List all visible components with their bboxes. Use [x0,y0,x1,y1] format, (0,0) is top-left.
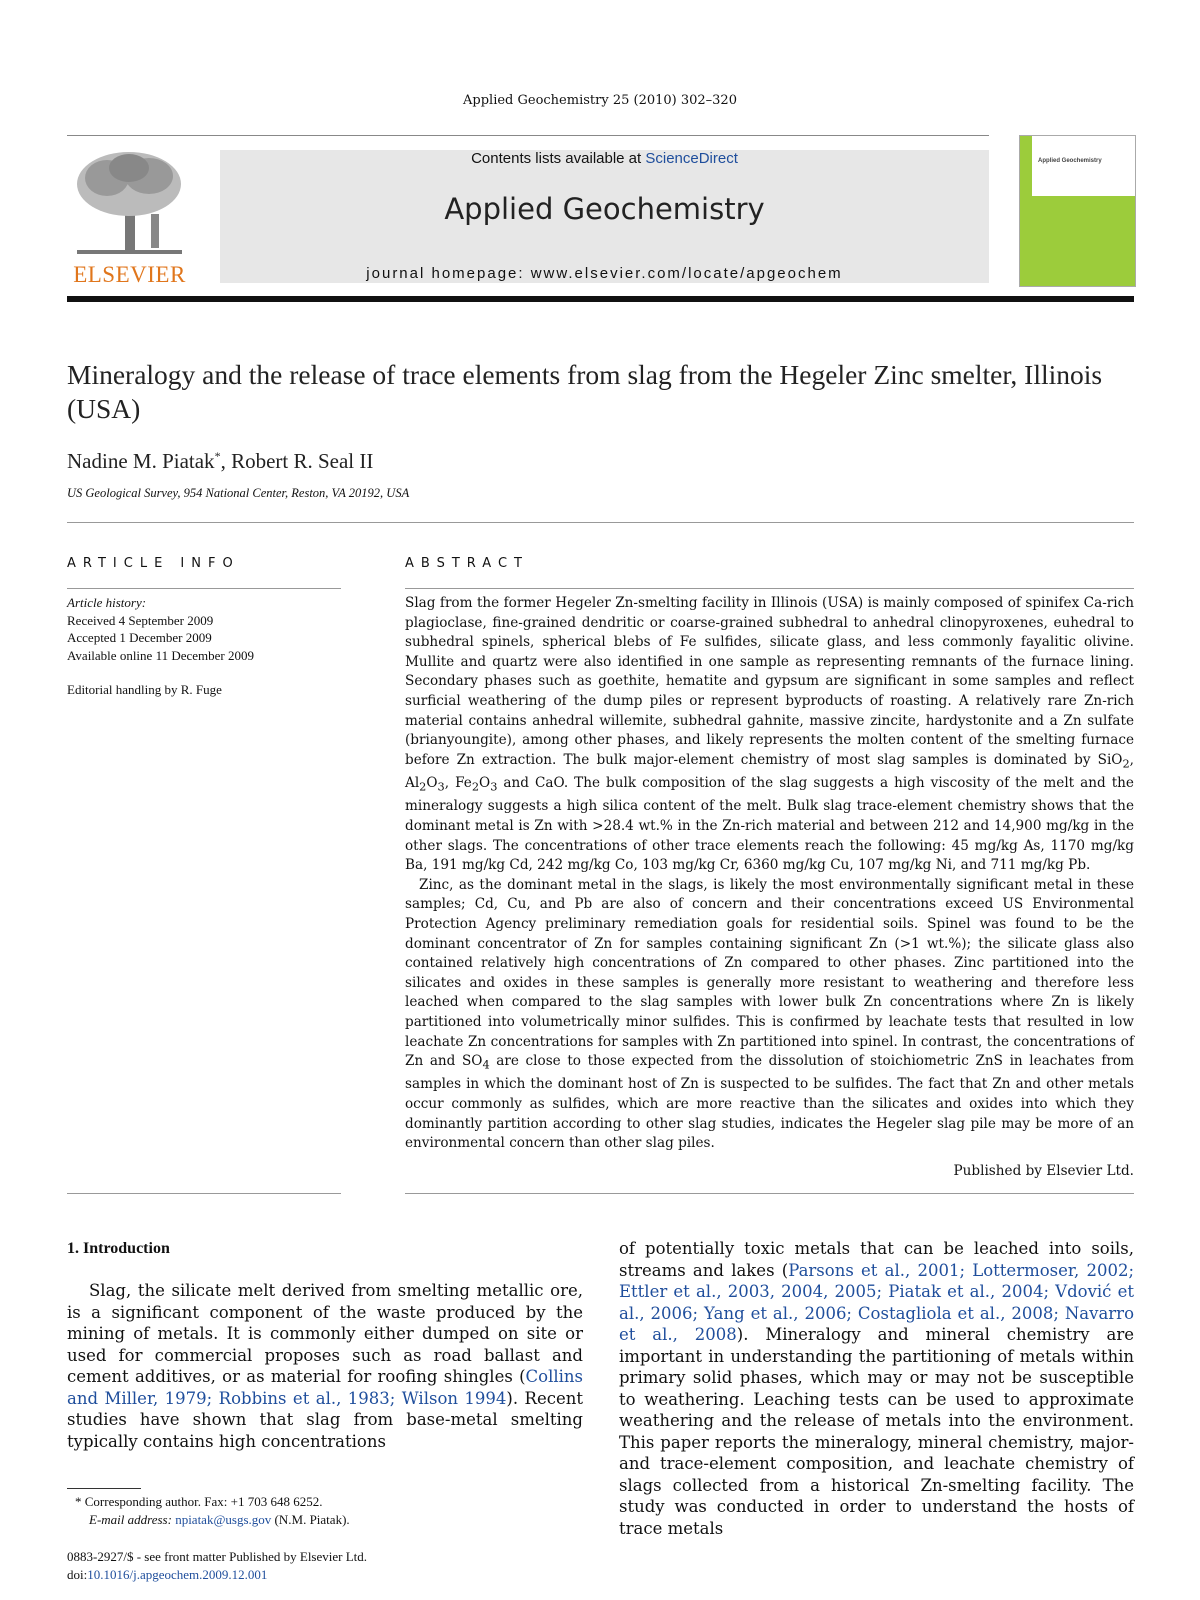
footnote-mark: * [75,1494,82,1509]
cover-spine [1020,136,1032,196]
reference-link[interactable]: Collins and Miller, 1979; Robbins et al., 1983; Wilson 1994 [67,1367,583,1408]
published-by: Published by Elsevier Ltd. [953,1163,1134,1179]
elsevier-wordmark: ELSEVIER [73,262,186,287]
journal-homepage[interactable]: journal homepage: www.elsevier.com/locate/apgeochem [366,265,843,282]
intro-paragraph-left: Slag, the silicate melt derived from smelting metallic ore, is a significant component of the waste produced by the mining of metals. It is commonly either dumped on site or used for commercial proposes such as road ballast and cement additives, or as material for roofing shingles (Collins and Miller, 1979; Robbins et al., 1983; Wilson 1994). Recent studies have shown that slag from base-metal smelting typically contains high concentrations [67,1281,583,1451]
author-2: , Robert R. Seal II [220,449,374,473]
sciencedirect-link[interactable]: ScienceDirect [645,150,738,167]
cover-title: Applied Geochemistry [1038,158,1102,164]
elsevier-tree-icon [67,148,192,260]
article-info-bottom-rule [67,1193,341,1194]
email-suffix: (N.M. Piatak). [271,1512,350,1527]
introduction-heading: 1. Introduction [67,1240,170,1257]
journal-cover-thumbnail [1019,135,1136,287]
email-link[interactable]: npiatak@usgs.gov [175,1512,272,1527]
footnote-rule [67,1488,141,1489]
contents-prefix: Contents lists available at [471,150,646,167]
issn-line: 0883-2927/$ - see front matter Published by Elsevier Ltd. [67,1549,368,1564]
header-rule [67,135,989,136]
header-thick-rule [67,296,1134,302]
reference-link[interactable]: Parsons et al., 2001; Lottermoser, 2002; Ettler et al., 2003, 2004, 2005; Piatak et al., 2004; Vdović et al., 2006; Yang et al., 2006; Costagliola et al., 2008; Navarro et al., 2008 [619,1260,1135,1344]
article-info-heading: ARTICLE INFO [67,556,240,571]
article-title: Mineralogy and the release of trace elements from slag from the Hegeler Zinc smelter, Illinois (USA) [67,359,1103,424]
corresponding-note: Corresponding author. Fax: +1 703 648 6252. [81,1494,323,1509]
footnote [67,1493,583,1529]
corresponding-mark[interactable]: * [214,449,221,463]
introduction-right-column [619,1238,1134,1539]
accepted-date: Accepted 1 December 2009 [67,630,212,645]
elsevier-logo [67,148,192,288]
journal-citation: Applied Geochemistry 25 (2010) 302–320 [463,93,737,108]
doi-label: doi: [67,1567,88,1582]
abstract-body [405,594,1134,1154]
abstract-bottom-rule [405,1193,1134,1194]
editorial-handling: Editorial handling by R. Fuge [67,682,222,697]
author-1: Nadine M. Piatak [67,449,215,473]
article-info [67,594,341,699]
article-info-rule [67,588,341,589]
article-authors [67,449,373,474]
author-affiliation: US Geological Survey, 954 National Center, Reston, VA 20192, USA [67,486,410,500]
contents-line [220,150,989,167]
received-date: Received 4 September 2009 [67,612,214,628]
introduction-left-column [67,1280,583,1452]
history-label: Article history: [67,595,147,610]
abstract-paragraph-1: Slag from the former Hegeler Zn-smelting facility in Illinois (USA) is mainly composed of spinifex Ca-rich plagioclase, fine-grained dendritic or coarse-grained subhedral to anhedral clinopyroxenes, euhedral to subhedral spinels, spherical blebs of Fe sulfides, silicate glass, and less commonly fayalitic olivine. Mullite and quartz were also identified in one sample as representing remnants of the furnace lining. Secondary phases such as goethite, hematite and gypsum are significant in some samples and reflect surficial weathering of the dump piles or represent byproducts of roasting. A relatively rare Zn-rich material contains anhedral willemite, subhedral gahnite, massive zincite, hardystonite and a Zn sulfate (brianyoungite), among other phases, and likely represents the molten content of the smelting furnace before Zn extraction. The bulk major-element chemistry of most slag samples is dominated by SiO$_2$, $Al_2O_3$, $Fe_2O_3$ and CaO. The bulk composition of the slag suggests a high viscosity of the melt and the mineralogy suggests a high silica content of the melt. Bulk slag trace-element chemistry shows that the dominant metal is Zn with >28.4 wt.% in the Zn-rich material and between 212 and 14,900 mg/kg in the other slags. The concentrations of other trace elements reach the following: 45 mg/kg As, 1170 mg/kg Ba, 191 mg/kg Cd, 242 mg/kg Co, 103 mg/kg Cr, 6360 mg/kg Cu, 107 mg/kg Ni, and 711 mg/kg Pb. [405,595,1134,874]
intro-paragraph-right: of potentially toxic metals that can be leached into soils, streams and lakes (Parsons et al., 2001; Lottermoser, 2002; Ettler et al., 2003, 2004, 2005; Piatak et al., 2004; Vdović et al., 2006; Yang et al., 2006; Costagliola et al., 2008; Navarro et al., 2008). Mineralogy and mineral chemistry are important in understanding the partitioning of metals within primary solid phases, which may or may not be susceptible to weathering. Leaching tests can be used to approximate weathering and the release of metals into the environment. This paper reports the mineralogy, mineral chemistry, major- and trace-element composition, and leachate chemistry of slags collected from a historical Zn-smelting facility. The study was conducted in order to understand the hosts of trace metals [619,1239,1135,1538]
online-date: Available online 11 December 2009 [67,647,254,663]
journal-name: Applied Geochemistry [444,192,765,226]
abstract-heading: ABSTRACT [405,556,529,571]
abstract-paragraph-2: Zinc, as the dominant metal in the slags, is likely the most environmentally significant metal in these samples; Cd, Cu, and Pb are also of concern and their concentrations exceed US Environmental Protection Agency preliminary remediation goals for residential soils. Spinel was found to be the dominant concentrator of Zn for samples containing significant Zn (>1 wt.%); the silicate glass also contained relatively high concentrations of Zn compared to other phases. Zinc partitioned into the silicates and oxides in these samples is generally more resistant to weathering and therefore less leached when compared to the slag samples with lower bulk Zn concentrations where Zn is likely partitioned into volumetrically minor sulfides. This is confirmed by leachate tests that resulted in low leachate Zn concentrations for samples with Zn partitioned into spinel. In contrast, the concentrations of Zn and $SO_4$ are close to those expected from the dissolution of stoichiometric ZnS in leachates from samples in which the dominant host of Zn is suspected to be sulfides. The fact that Zn and other metals occur commonly as sulfides, which are more reactive than the silicates and oxides into which they dominantly partition according to other slag studies, indicates the Hegeler slag pile may be more of an environmental concern than other slag piles. [405,876,1134,1152]
doi-link[interactable]: 10.1016/j.apgeochem.2009.12.001 [87,1567,268,1582]
title-rule [67,522,1134,523]
abstract-rule [405,588,1134,589]
front-matter [67,1548,367,1584]
email-label: E-mail address: [89,1512,176,1527]
